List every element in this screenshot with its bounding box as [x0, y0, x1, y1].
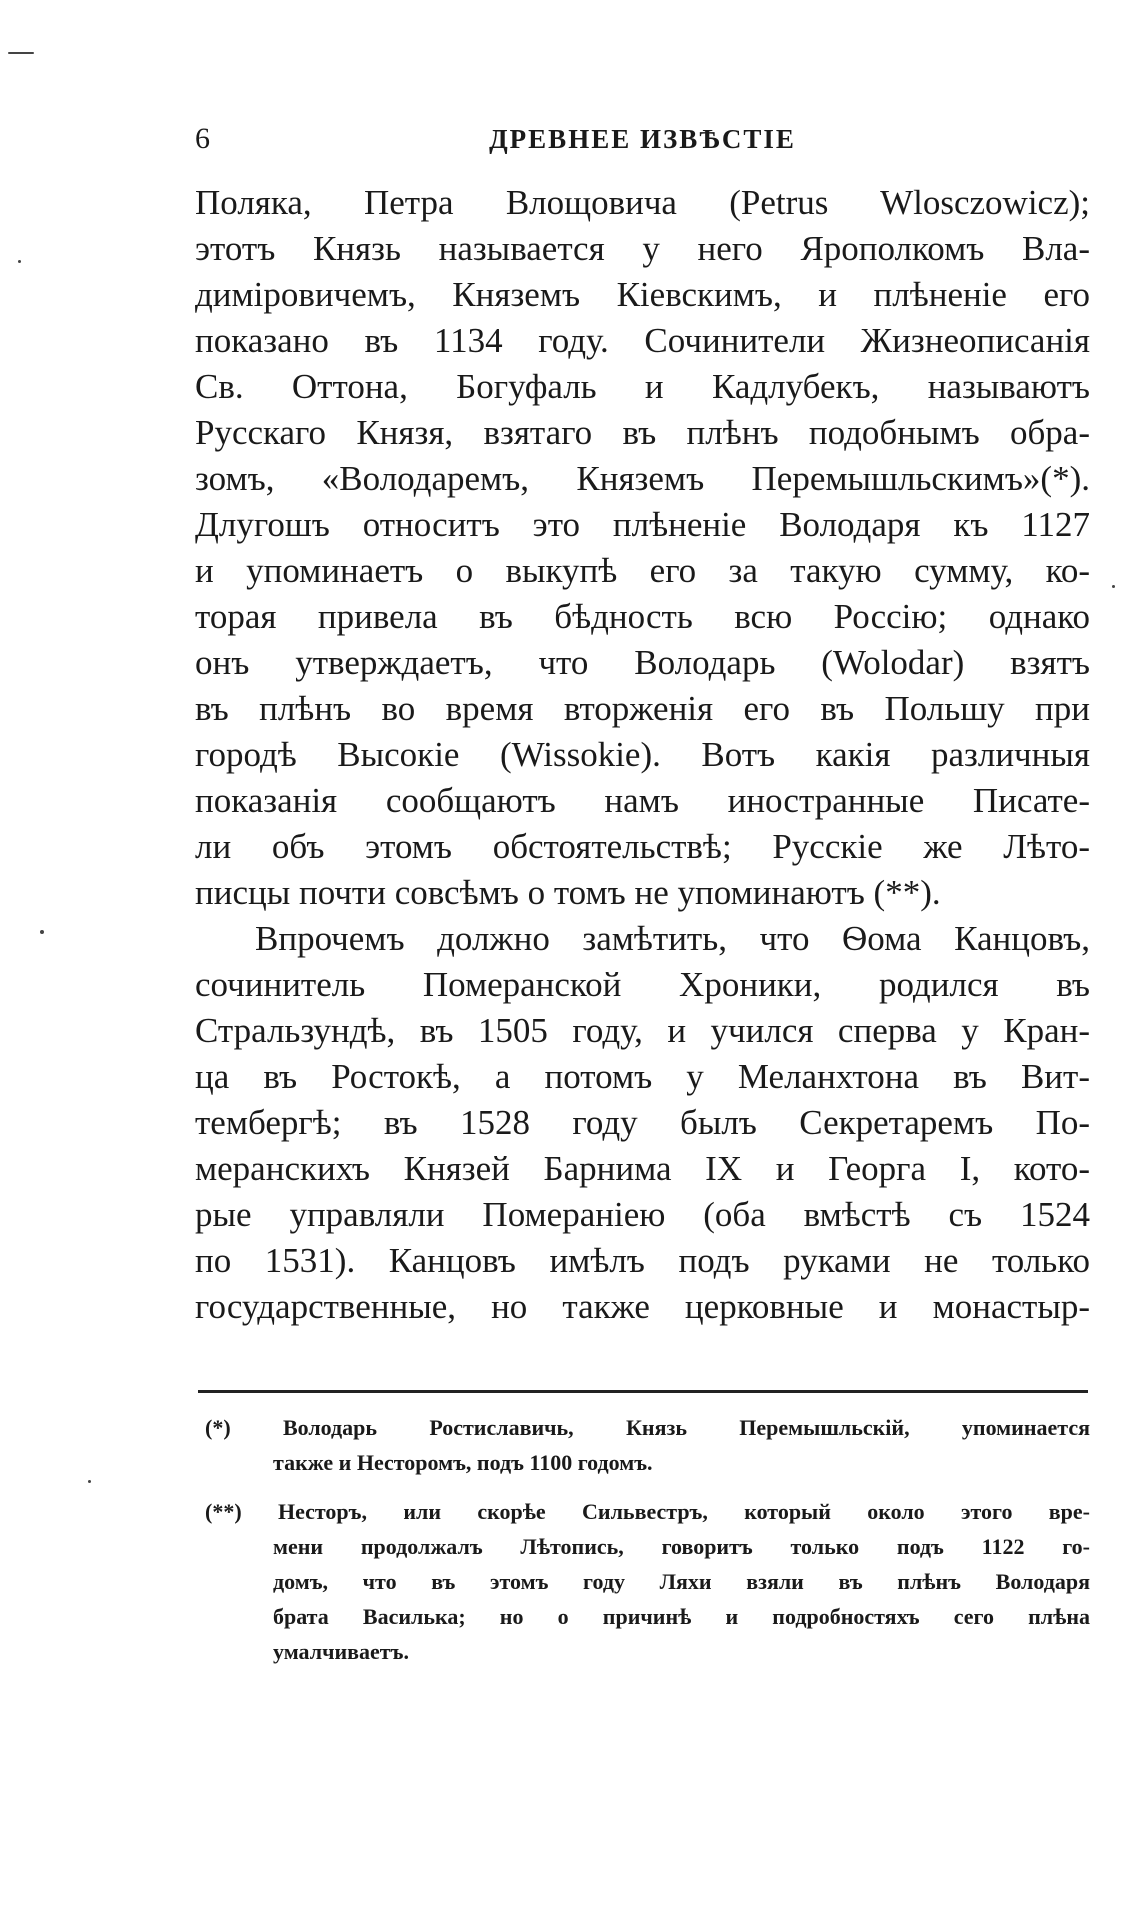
footnote-2	[205, 1494, 1090, 1669]
body-line: по 1531). Канцовъ имѣлъ подъ руками не только	[195, 1241, 1090, 1280]
footnote-divider	[198, 1390, 1088, 1393]
body-line: торая привела въ бѣдность всю Россію; однако	[195, 597, 1090, 636]
body-line: городѣ Высокіе (Wissokie). Вотъ какія различныя	[195, 735, 1090, 774]
scan-speck	[8, 52, 34, 54]
page-number: 6	[195, 122, 210, 155]
body-line: рые управляли Помераніею (оба вмѣстѣ съ 1524	[195, 1195, 1090, 1234]
body-line: Поляка, Петра Влощовича (Petrus Wlosczowicz);	[195, 183, 1090, 222]
body-line: онъ утверждаетъ, что Володарь (Wolodar) взятъ	[195, 643, 1090, 682]
running-title: ДРЕВНЕЕ ИЗВѢСТІЕ	[489, 124, 796, 154]
body-line: государственные, но также церковные и монастыр-	[195, 1287, 1090, 1326]
body-line: и упоминаетъ о выкупѣ его за такую сумму, ко-	[195, 551, 1090, 590]
body-line: сочинитель Померанской Хроники, родился въ	[195, 965, 1090, 1004]
body-line: тембергѣ; въ 1528 году былъ Секретаремъ По-	[195, 1103, 1090, 1142]
footnote-marker: (*)	[205, 1415, 231, 1440]
footnote-text: Володарь Ростиславичь, Князь Перемышльскій, упоминается	[282, 1415, 1090, 1440]
footnote-line	[205, 1494, 1090, 1529]
footnote-line: умалчиваетъ.	[273, 1639, 409, 1664]
body-text	[195, 180, 1090, 1330]
body-line: этотъ Князь называется у него Ярополкомъ Вла-	[195, 229, 1090, 268]
body-line: диміровичемъ, Княземъ Кіевскимъ, и плѣненіе его	[195, 275, 1090, 314]
footnote-line: также и Несторомъ, подъ 1100 годомъ.	[273, 1450, 653, 1475]
scan-speck	[1112, 585, 1115, 588]
footnote-1	[205, 1410, 1090, 1480]
scan-speck	[18, 260, 21, 263]
footnotes	[205, 1410, 1090, 1669]
body-line: ца въ Ростокѣ, а потомъ у Меланхтона въ Вит-	[195, 1057, 1090, 1096]
body-line: Длугошъ относитъ это плѣненіе Володаря къ 1127	[195, 505, 1090, 544]
footnote-line	[205, 1410, 1090, 1445]
footnote-text: Несторъ, или скорѣе Сильвестръ, который около этого вре-	[278, 1499, 1091, 1524]
footnote-line: брата Василька; но о причинѣ и подробностяхъ сего плѣна	[273, 1604, 1090, 1629]
scan-speck	[88, 1480, 91, 1483]
body-line: показано въ 1134 году. Сочинители Жизнеописанія	[195, 321, 1090, 360]
scan-speck	[40, 930, 44, 934]
body-line: Св. Оттона, Богуфаль и Кадлубекъ, называютъ	[195, 367, 1090, 406]
body-line: меранскихъ Князей Барнима IX и Георга I, кото-	[195, 1149, 1090, 1188]
page-header	[195, 122, 1090, 162]
footnote-marker: (**)	[205, 1499, 242, 1524]
body-line: показанія сообщаютъ намъ иностранные Писате-	[195, 781, 1090, 820]
footnote-line: домъ, что въ этомъ году Ляхи взяли въ плѣнъ Володаря	[273, 1569, 1090, 1594]
body-line: Русскаго Князя, взятаго въ плѣнъ подобнымъ обра-	[195, 413, 1090, 452]
footnote-line: мени продолжалъ Лѣтопись, говоритъ только подъ 1122 го-	[273, 1534, 1090, 1559]
body-line-paragraph-start: Впрочемъ должно замѣтить, что Ѳома Канцовъ,	[255, 919, 1090, 958]
body-line: Стральзундѣ, въ 1505 году, и учился сперва у Кран-	[195, 1011, 1090, 1050]
body-line: писцы почти совсѣмъ о томъ не упоминаютъ (**).	[195, 873, 941, 912]
body-line: зомъ, «Володаремъ, Княземъ Перемышльскимъ»(*).	[195, 459, 1090, 498]
body-line: въ плѣнъ во время вторженія его въ Польшу при	[195, 689, 1090, 728]
body-line: ли объ этомъ обстоятельствѣ; Русскіе же Лѣто-	[195, 827, 1090, 866]
